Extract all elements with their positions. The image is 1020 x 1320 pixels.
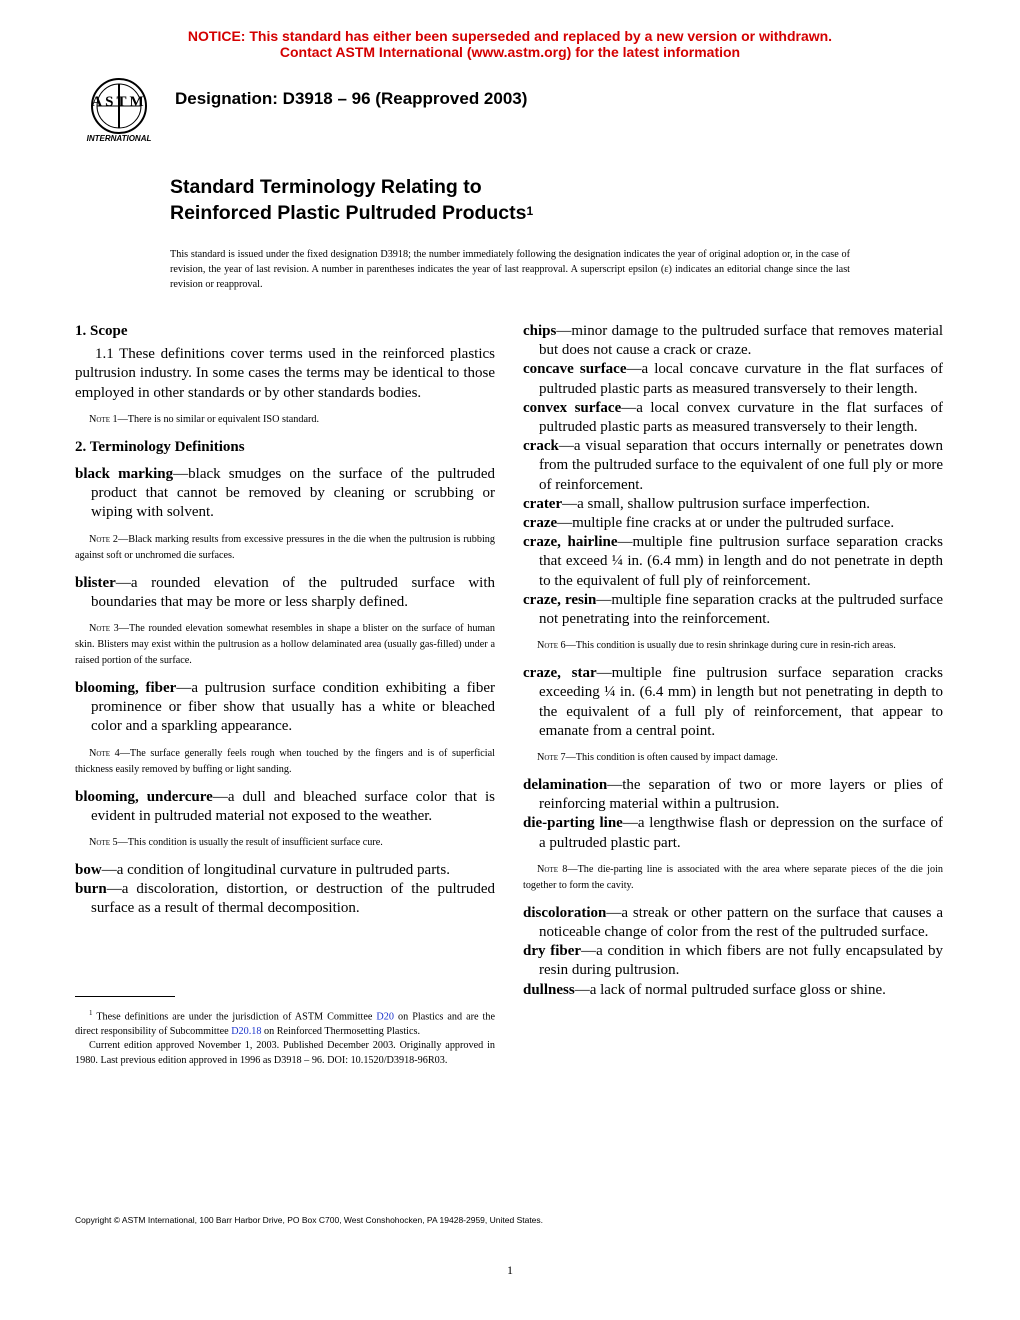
footnote-text: on Reinforced Thermosetting Plastics. xyxy=(261,1025,421,1037)
copyright: Copyright © ASTM International, 100 Barr Harbor Drive, PO Box C700, West Conshohocken, PA 19428-2959, United States. xyxy=(75,1215,544,1225)
note-text: 2—Black marking results from excessive pressures in the die when the pultrusion is rubbing against soft or unchromed die surfaces. xyxy=(75,533,495,561)
term: craze xyxy=(523,515,558,532)
definition-text: —multiple fine pultrusion surface separation cracks exceeding ¼ in. (6.4 mm) in length but not penetrating in depth to the equivalent of a full ply of reinforcement, that appear to emanate from a central point. xyxy=(539,665,944,739)
definition-text: —multiple fine pultrusion surface separation cracks that exceed ¼ in. (6.4 mm) in length and do not penetrate in depth to the equivalent of full ply of reinforcement. xyxy=(539,534,943,589)
note-text: 1—There is no similar or equivalent ISO standard. xyxy=(109,413,320,425)
term: bow xyxy=(75,862,102,879)
definition-discoloration xyxy=(523,904,943,942)
terminology-heading: 2. Terminology Definitions xyxy=(75,438,245,455)
note-label: Note xyxy=(89,533,110,545)
note-label: Note xyxy=(89,413,110,425)
footnote-text: on Plastics and are the direct responsibility of Subcommittee xyxy=(75,1011,495,1037)
term: black marking xyxy=(75,466,174,483)
definition-text: —a local concave curvature in the flat surfaces of pultruded plastic parts as measured transversely to their length. xyxy=(539,361,944,397)
page-number: 1 xyxy=(507,1263,513,1277)
note-text: 3—The rounded elevation somewhat resembles in shape a blister on the surface of human skin. Blisters may exist within the pultrusion as a hollow delaminated area (usually gas-filled) under a raised portion of the surface. xyxy=(75,623,495,667)
note-label: Note xyxy=(537,640,558,652)
term: crater xyxy=(523,495,563,512)
definition-dry-fiber xyxy=(523,942,943,980)
note-2 xyxy=(75,532,495,564)
definition-craze-resin xyxy=(523,591,943,629)
definition-text: —a lengthwise flash or depression on the surface of a pultruded plastic part. xyxy=(539,815,943,851)
definition-blister xyxy=(75,574,495,612)
term: craze, resin xyxy=(523,591,597,608)
definition-text: —a rounded elevation of the pultruded surface with boundaries that may be more or less sharply defined. xyxy=(91,574,495,610)
footnotes xyxy=(75,1006,495,1068)
definition-delamination xyxy=(523,776,943,814)
title-line-2 xyxy=(170,200,533,226)
definition-text: —a discoloration, distortion, or destruction of the pultruded surface as a result of thermal decomposition. xyxy=(91,881,495,917)
definition-text: —a dull and bleached surface color that is evident in pultruded material not exposed to the weather. xyxy=(91,788,495,824)
term: crack xyxy=(523,438,559,455)
definition-crack xyxy=(523,437,943,495)
definition-chips xyxy=(523,322,943,360)
definition-text: —a visual separation that occurs internally or penetrates down from the pultruded surface to the equivalent of one full ply or more of reinforcement. xyxy=(539,438,943,493)
definition-craze xyxy=(523,514,943,533)
note-7 xyxy=(523,750,943,766)
definition-text: —multiple fine cracks at or under the pultruded surface. xyxy=(557,515,895,532)
note-label: Note xyxy=(537,752,558,764)
left-column xyxy=(75,322,495,919)
term: discoloration xyxy=(523,904,607,921)
note-text: 7—This condition is often caused by impact damage. xyxy=(557,752,778,764)
note-8 xyxy=(523,862,943,894)
notice-line-1: NOTICE: This standard has either been superseded and replaced by a new version or withdrawn. xyxy=(187,28,833,44)
scope-paragraph: 1.1 These definitions cover terms used in the reinforced plastics pultrusion industry. In some cases the terms may be identical to those employed in other standards or by other standards bodies. xyxy=(75,346,495,401)
definition-dullness xyxy=(523,981,943,1000)
term: blooming, fiber xyxy=(75,680,177,697)
footnote-divider xyxy=(75,996,175,997)
note-text: 4—The surface generally feels rough when touched by the fingers and is of superficial thickness easily removed by buffing or light sanding. xyxy=(75,747,495,775)
definition-concave-surface xyxy=(523,360,943,398)
designation: Designation: D3918 – 96 (Reapproved 2003) xyxy=(175,89,528,108)
definition-text: —a condition in which fibers are not fully encapsulated by resin during pultrusion. xyxy=(539,943,943,979)
definition-text: —a local convex curvature in the flat surfaces of pultruded plastic parts as measured transversely to their length. xyxy=(539,399,943,436)
footnote-1 xyxy=(75,1006,495,1039)
definition-text: —black smudges on the surface of the pultruded product that cannot be removed by cleaning or scrubbing or wiping with solvent. xyxy=(91,466,496,521)
logo-text: INTERNATIONAL xyxy=(86,134,152,143)
term: die-parting line xyxy=(523,815,623,832)
definition-crater xyxy=(523,495,943,514)
note-label: Note xyxy=(537,863,558,875)
note-6 xyxy=(523,638,943,654)
note-label: Note xyxy=(89,837,110,849)
term: blooming, undercure xyxy=(75,788,213,805)
right-column xyxy=(523,322,943,1000)
note-label: Note xyxy=(89,623,110,635)
definition-bow xyxy=(75,861,495,880)
page-title xyxy=(170,174,533,226)
definition-text: —minor damage to the pultruded surface that removes material but does not cause a crack or craze. xyxy=(539,323,943,359)
definition-text: —a lack of normal pultruded surface gloss or shine. xyxy=(574,981,886,998)
title-line-1: Standard Terminology Relating to xyxy=(170,176,482,198)
term: dullness xyxy=(523,981,575,998)
note-1 xyxy=(75,412,495,428)
note-text: 8—The die-parting line is associated with the area where separate pieces of the die join together to form the cavity. xyxy=(523,863,943,891)
footnote-text: These definitions are under the jurisdiction of ASTM Committee xyxy=(92,1011,377,1023)
note-text: 6—This condition is usually due to resin shrinkage during cure in resin-rich areas. xyxy=(557,640,896,652)
definition-craze-hairline xyxy=(523,533,943,591)
definition-text: —a small, shallow pultrusion surface imperfection. xyxy=(562,495,870,512)
definition-blooming-fiber xyxy=(75,679,495,737)
footnote-edition: Current edition approved November 1, 2003. Published December 2003. Originally approved in 1980. Last previous edition approved in 1996 as D3918 – 96. DOI: 10.1520/D3918-96R03. xyxy=(75,1040,495,1066)
definition-text: —a pultrusion surface condition exhibiting a fiber prominence or fiber show that usually has a white or bleached color and a sparkling appearance. xyxy=(91,680,495,735)
notice-line-2: Contact ASTM International (www.astm.org) for the latest information xyxy=(279,44,741,60)
notice-banner xyxy=(0,28,1020,60)
term: convex surface xyxy=(523,399,622,416)
note-text: 5—This condition is usually the result of insufficient surface cure. xyxy=(109,837,383,849)
scope-heading: 1. Scope xyxy=(75,323,128,339)
term: blister xyxy=(75,574,116,591)
term: burn xyxy=(75,881,107,898)
definition-blooming-undercure xyxy=(75,788,495,826)
footnote-marker: 1 xyxy=(89,1009,93,1017)
definition-convex-surface xyxy=(523,399,943,437)
note-5 xyxy=(75,835,495,851)
definition-text: —multiple fine separation cracks at the pultruded surface not penetrating into the reinforcement. xyxy=(539,591,943,628)
definition-black-marking xyxy=(75,465,495,523)
note-4 xyxy=(75,746,495,778)
definition-text: —a condition of longitudinal curvature in pultruded parts. xyxy=(101,862,450,879)
definition-die-parting-line xyxy=(523,814,943,852)
note-label: Note xyxy=(89,747,110,759)
definition-text: —a streak or other pattern on the surface that causes a noticeable change of color from the rest of the pultruded surface. xyxy=(539,904,943,941)
title-line-2-text: Reinforced Plastic Pultruded Products xyxy=(170,202,527,224)
definition-text: —the separation of two or more layers or plies of reinforcing material within a pultrusion. xyxy=(539,777,943,813)
term: dry fiber xyxy=(523,943,582,960)
subcommittee-link[interactable]: D20.18 xyxy=(231,1025,262,1037)
logo-letters: ASTM xyxy=(91,94,147,110)
term: concave surface xyxy=(523,361,627,378)
definition-burn xyxy=(75,880,495,918)
term: craze, star xyxy=(523,665,597,682)
intro-paragraph: This standard is issued under the fixed designation D3918; the number immediately following the designation indicates the year of original adoption or, in the case of revision, the year of last revision. A number in parentheses indicates the year of last reapproval. A superscript epsilon (ε) indicates an editorial change since the last revision or reapproval. xyxy=(170,249,850,290)
title-footnote-marker[interactable]: 1 xyxy=(526,204,534,218)
term: craze, hairline xyxy=(523,534,618,551)
definition-craze-star xyxy=(523,664,943,741)
committee-link[interactable]: D20 xyxy=(376,1011,394,1023)
astm-logo xyxy=(76,76,162,148)
note-3 xyxy=(75,621,495,669)
term: chips xyxy=(523,323,557,339)
term: delamination xyxy=(523,777,608,794)
